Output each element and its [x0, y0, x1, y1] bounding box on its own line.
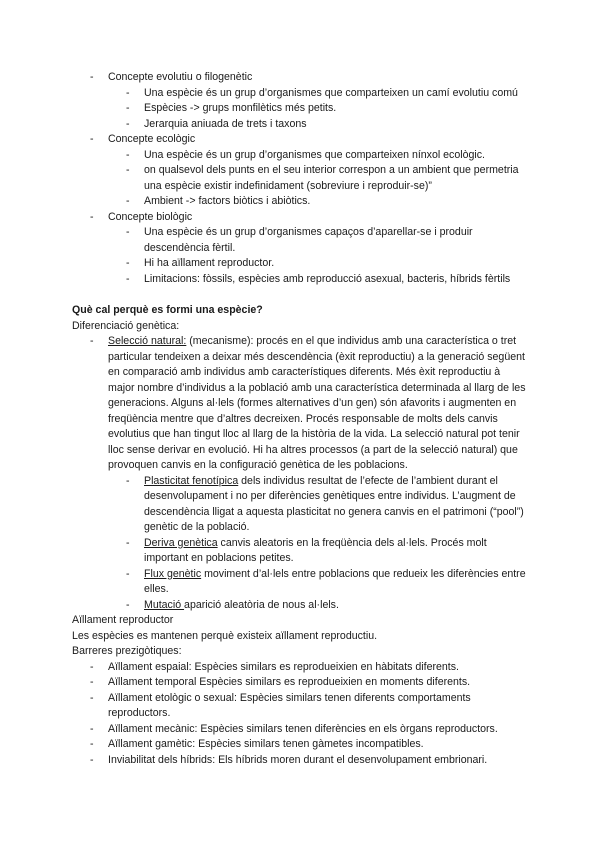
barrier-item [72, 737, 528, 753]
isolation-label: Aïllament reproductor [72, 614, 174, 626]
barrier-text: Aïllament temporal Espècies similars es reprodueixien en moments diferents. [108, 676, 471, 688]
mechanism-term: Deriva genètica [144, 536, 218, 549]
list-item-text: Una espècie és un grup d’organismes que comparteixen un camí evolutiu comú [144, 86, 518, 99]
concept-biologic [72, 210, 528, 226]
concept-title: Concepte ecològic [108, 133, 196, 145]
list-item-text: Hi ha aïllament reproductor. [144, 257, 275, 269]
bullet-dash: - [126, 86, 130, 99]
concept-title: Concepte evolutiu o filogenètic [108, 71, 253, 83]
list-item [72, 148, 528, 164]
bullet-dash: - [90, 335, 94, 347]
document-page [72, 70, 528, 768]
list-item [72, 117, 528, 133]
mechanism-term: Mutació [144, 598, 185, 611]
list-item [72, 194, 528, 210]
bullet-dash: - [90, 691, 94, 704]
concept-evolutiu [72, 70, 528, 86]
barrier-text: Aïllament etològic o sexual: Espècies similars tenen diferents comportaments reproductors. [108, 691, 471, 719]
mechanism-item [72, 536, 528, 567]
barrier-item [72, 722, 528, 738]
selection-natural-item [72, 334, 528, 474]
bullet-dash: - [126, 598, 130, 611]
isolation-text: Les espècies es mantenen perquè existeix aïllament reproductiu. [72, 629, 378, 642]
list-item [72, 101, 528, 117]
bullet-dash: - [126, 272, 130, 285]
list-item [72, 225, 528, 256]
bullet-dash: - [126, 226, 130, 238]
mechanism-text: dels individus resultat de l’efecte de l’ambient durant el desenvolupament i no per diferències genètiques entre individus. L’augment de descendència lligat a aquesta plasticitat no genera canvis en el patrimoni (“pool”) genètic de la població. [144, 474, 524, 533]
bullet-dash: - [126, 567, 130, 580]
list-item [72, 256, 528, 272]
selection-term: Selecció natural: [108, 335, 187, 347]
list-item-text: Limitacions: fòssils, espècies amb reproducció asexual, bacteris, híbrids fèrtils [144, 272, 511, 285]
bullet-dash: - [126, 164, 130, 176]
list-item-text: Una espècie és un grup d’organismes que comparteixen nínxol ecològic. [144, 148, 485, 161]
mechanism-text: canvis aleatoris en la freqüència dels al·lels. Procés molt important en poblacions petites. [144, 536, 487, 564]
diff-label: Diferenciació genètica: [72, 319, 180, 332]
list-item [72, 86, 528, 102]
bullet-dash: - [90, 133, 94, 145]
list-item-text: Jerarquia aniuada de trets i taxons [144, 117, 307, 130]
mechanism-term: Plasticitat fenotípica [144, 474, 239, 487]
mechanism-text: moviment d’al·lels entre poblacions que redueix les diferències entre elles. [144, 567, 526, 595]
concept-ecologic [72, 132, 528, 148]
barrier-text: Aïllament gamètic: Espècies similars tenen gàmetes incompatibles. [108, 738, 424, 750]
mechanism-item [72, 474, 528, 536]
list-item-text: Una espècie és un grup d’organismes capaços d’aparellar-se i produir descendència fèrtil. [144, 226, 473, 254]
section-heading: Què cal perquè es formi una espècie? [72, 304, 263, 316]
bullet-dash: - [126, 117, 130, 130]
barrier-item [72, 675, 528, 691]
bullet-dash: - [90, 738, 94, 750]
mechanism-text: aparició aleatòria de nous al·lels. [184, 598, 339, 611]
list-item [72, 272, 528, 288]
bullet-dash: - [90, 722, 94, 735]
barrier-item [72, 691, 528, 722]
bullet-dash: - [90, 660, 94, 673]
barriers-label: Barreres prezigòtiques: [72, 645, 182, 657]
bullet-dash: - [126, 257, 130, 269]
selection-text: (mecanisme): procés en el que individus amb una característica o tret particular tendeixen a deixar més descendència (èxit reproductiu) a la generació següent en comparació amb individus amb característiques diferents. Més èxit reproductiu à major nombre d’individus a la població amb una característica determinada al llarg de les generacions. Alguns al·lels (formes alternatives d’un gen) són afavorits i augmenten en freqüència mentre que d’altres decreixen. Procés responsable de molts dels canvis evolutius que han tingut lloc al llarg de la història de la vida. La selecció natural pot tenir lloc sense derivar en evolució. Hi ha altres processos (a part de la selecció natural) que provoquen canvis en la configuració genètica de les poblacions. [108, 335, 526, 471]
barrier-item [72, 660, 528, 676]
mechanism-term: Flux genètic [144, 567, 202, 580]
barrier-text: Aïllament mecànic: Espècies similars tenen diferències en els òrgans reproductors. [108, 722, 498, 735]
list-item-text: on qualsevol dels punts en el seu interior correspon a un ambient que permetria una espècie existir indefinidament (sobreviure i reproduir-se)” [144, 164, 519, 192]
bullet-dash: - [126, 102, 130, 114]
barrier-text: Inviabilitat dels híbrids: Els híbrids moren durant el desenvolupament embrionari. [108, 753, 488, 766]
concept-title: Concepte biològic [108, 210, 193, 223]
mechanism-item [72, 598, 528, 614]
bullet-dash: - [90, 676, 94, 688]
bullet-dash: - [126, 148, 130, 161]
bullet-dash: - [90, 210, 94, 223]
bullet-dash: - [126, 474, 130, 487]
bullet-dash: - [90, 753, 94, 766]
list-item-text: Espècies -> grups monfilètics més petits. [144, 102, 337, 114]
bullet-dash: - [126, 195, 130, 207]
barrier-text: Aïllament espaial: Espècies similars es reprodueixien en hàbitats diferents. [108, 660, 459, 673]
barrier-item [72, 753, 528, 769]
list-item [72, 163, 528, 194]
bullet-dash: - [90, 71, 94, 83]
list-item-text: Ambient -> factors biòtics i abiòtics. [144, 195, 311, 207]
bullet-dash: - [126, 536, 130, 549]
mechanism-item [72, 567, 528, 598]
